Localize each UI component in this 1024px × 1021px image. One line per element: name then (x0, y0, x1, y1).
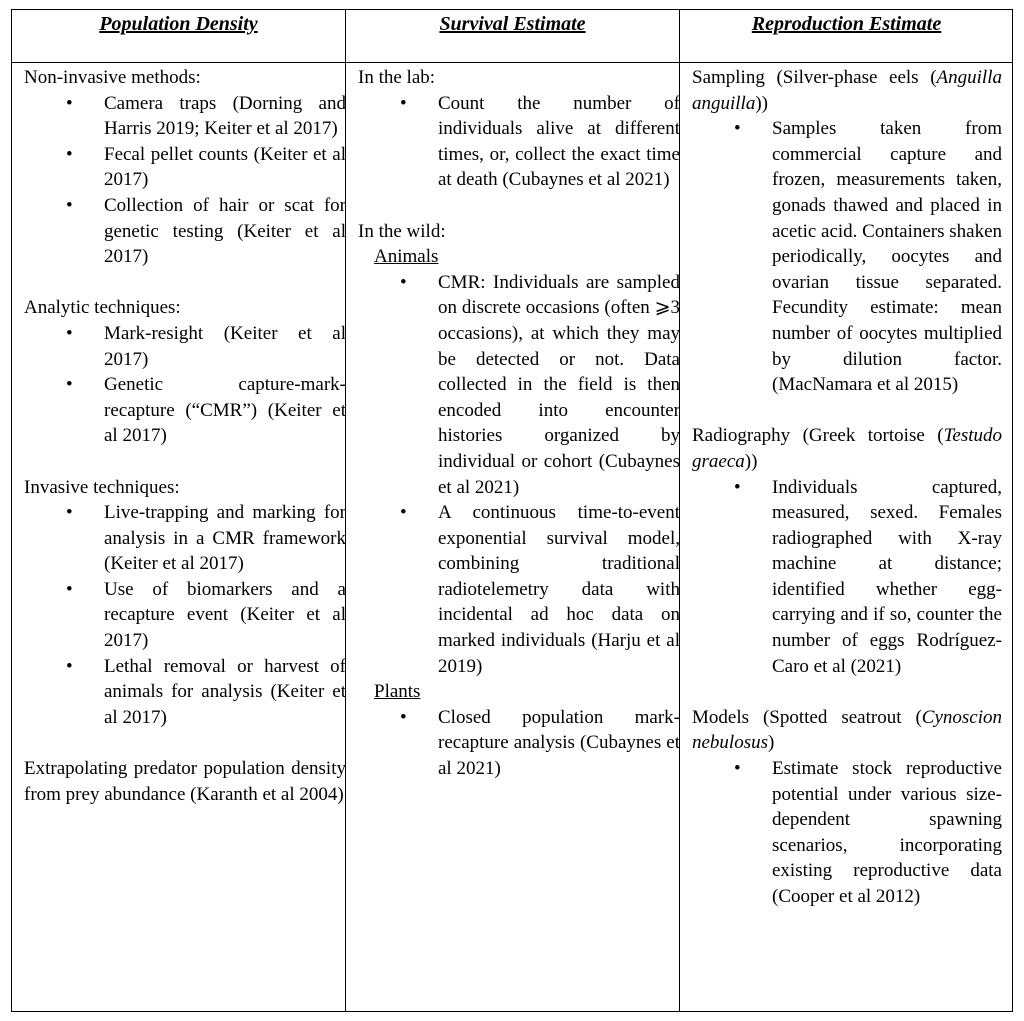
list-item: • CMR: Individuals are sampled on discrete occasions (often ⩾3 occasions), at which they may be detected or not. Data collected in the field is then encoded into encounter histories organized by individual or cohort (Cubaynes et al 2021) (438, 270, 680, 500)
list-item: • Count the number of individuals alive at different times, or, collect the exact time at death (Cubaynes et al 2021) (438, 91, 680, 193)
plants-list (438, 705, 680, 782)
sampling-heading: Sampling (Silver-phase eels (Anguilla anguilla)) (692, 67, 1002, 114)
invasive-list (104, 500, 346, 730)
non-invasive-list (104, 91, 346, 270)
header-survival-estimate: Survival Estimate (439, 13, 586, 35)
plants-heading: Plants (374, 681, 421, 703)
list-item: • Closed population mark-recapture analysis (Cubaynes et al 2021) (438, 705, 680, 782)
list-item: • Collection of hair or scat for genetic testing (Keiter et al 2017) (104, 193, 346, 270)
radiography-list (772, 475, 1002, 680)
species-name: Cynoscion nebulosus (692, 706, 1003, 754)
list-item: • Use of biomarkers and a recapture event (Keiter et al 2017) (104, 577, 346, 654)
list-item: • Mark-resight (Keiter et al 2017) (104, 321, 346, 372)
reproduction-estimate-cell (692, 65, 1002, 910)
species-name: Anguilla anguilla (692, 67, 1002, 114)
list-item: • Lethal removal or harvest of animals for analysis (Keiter et al 2017) (104, 654, 346, 731)
wild-heading: In the wild: (358, 220, 446, 242)
lab-heading: In the lab: (358, 67, 436, 88)
list-item: • Genetic capture-mark-recapture (“CMR”) (Keiter et al 2017) (104, 372, 346, 449)
radiography-heading: Radiography (Greek tortoise (Testudo graeca)) (692, 425, 1002, 472)
invasive-heading: Invasive techniques: (24, 476, 180, 498)
non-invasive-heading: Non-invasive methods: (24, 67, 201, 88)
analytic-list (104, 321, 346, 449)
list-item: • Samples taken from commercial capture and frozen, measurements taken, gonads thawed and placed in acetic acid. Containers shaken periodically, oocytes and ovarian tissue separated. Fecundity estimate: mean number of oocytes multiplied by dilution factor. (MacNamara et al 2015) (772, 116, 1002, 398)
sampling-list (772, 116, 1002, 398)
animals-list (438, 270, 680, 680)
header-divider (12, 62, 1012, 63)
list-item: • Fecal pellet counts (Keiter et al 2017) (104, 142, 346, 193)
species-name: Testudo graeca (692, 425, 1002, 472)
list-item: • A continuous time-to-event exponential survival model, combining traditional radiotelemetry data with incidental ad hoc data on marked individuals (Harju et al 2019) (438, 500, 680, 679)
list-item: • Live-trapping and marking for analysis in a CMR framework (Keiter et al 2017) (104, 500, 346, 577)
models-list (772, 756, 1002, 910)
methods-table (11, 9, 1013, 1012)
list-item: • Individuals captured, measured, sexed. Females radiographed with X-ray machine at distance; identified whether egg-carrying and if so, counter the number of eggs Rodríguez-Caro et al (2021) (772, 475, 1002, 680)
population-density-cell (24, 65, 346, 807)
animals-heading: Animals (374, 246, 439, 268)
models-heading: Models (Spotted seatrout (Cynoscion nebulosus) (692, 706, 1003, 754)
list-item: • Camera traps (Dorning and Harris 2019; Keiter et al 2017) (104, 91, 346, 142)
extrapolating-text: Extrapolating predator population density from prey abundance (Karanth et al 2004) (24, 758, 346, 805)
analytic-heading: Analytic techniques: (24, 297, 181, 319)
list-item: • Estimate stock reproductive potential under various size-dependent spawning scenarios, incorporating existing reproductive data (Cooper et al 2012) (772, 756, 1002, 910)
header-reproduction-estimate: Reproduction Estimate (751, 13, 942, 35)
lab-list (438, 91, 680, 193)
survival-estimate-cell (358, 65, 680, 782)
header-population-density: Population Density (99, 13, 258, 35)
